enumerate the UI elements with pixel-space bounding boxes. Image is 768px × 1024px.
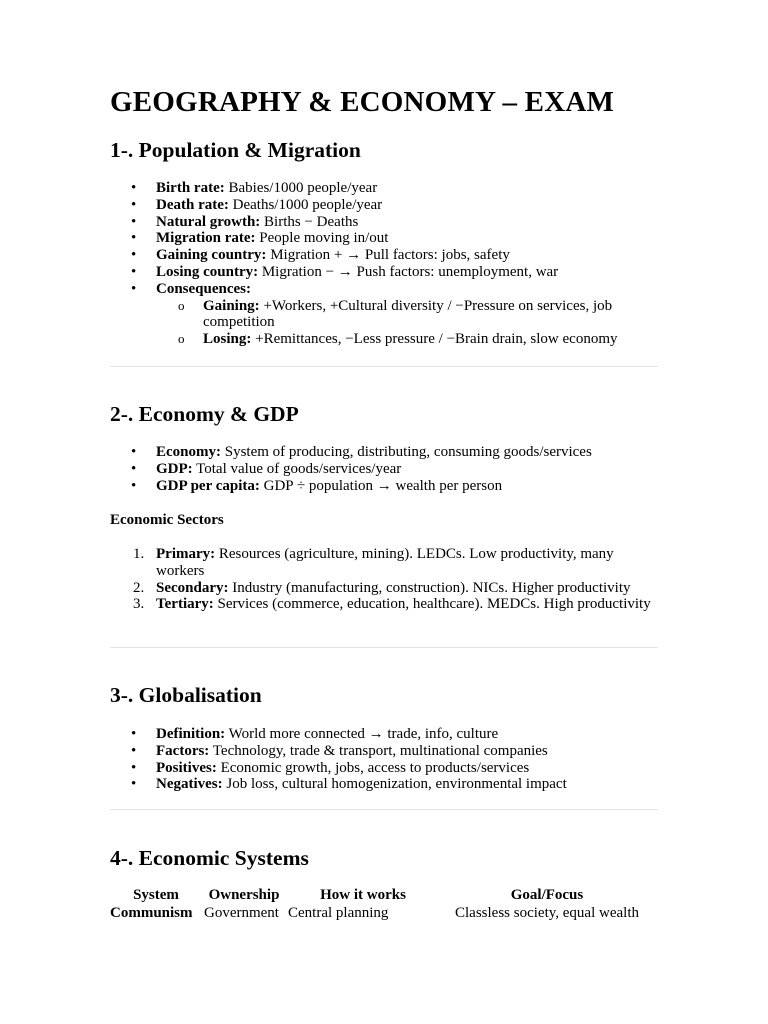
- term: Negatives:: [156, 776, 223, 793]
- population-list: [110, 180, 658, 348]
- term: Primary:: [156, 546, 216, 562]
- section-heading-economic-systems: 4-. Economic Systems: [110, 846, 309, 870]
- list-item: [110, 230, 658, 247]
- globalisation-list: [110, 726, 658, 793]
- list-item: [110, 247, 658, 264]
- term: Positives:: [156, 759, 217, 776]
- page-title: GEOGRAPHY & ECONOMY – EXAM: [110, 86, 615, 118]
- economic-systems-table: [110, 886, 654, 922]
- item-number: 3.: [133, 596, 145, 613]
- definition: Migration − → Push factors: unemployment, war: [258, 263, 559, 280]
- column-header: How it works: [320, 887, 406, 903]
- table-row: [110, 904, 654, 922]
- section-heading-economy: 2-. Economy & GDP: [110, 402, 299, 426]
- term: Consequences:: [156, 280, 252, 297]
- economy-list: [110, 444, 658, 494]
- term: Economy:: [156, 444, 221, 460]
- term: Losing:: [203, 331, 252, 348]
- definition: Job loss, cultural homogenization, environmental impact: [222, 776, 567, 793]
- list-item: [110, 478, 658, 495]
- column-header: Goal/Focus: [510, 887, 584, 903]
- section-heading-population: 1-. Population & Migration: [110, 138, 361, 162]
- term: Migration rate:: [156, 230, 256, 247]
- definition: Migration + → Pull factors: jobs, safety: [266, 247, 510, 264]
- term: Factors:: [156, 742, 210, 759]
- term: GDP per capita:: [156, 477, 260, 494]
- definition: System of producing, distributing, consuming goods/services: [221, 444, 592, 460]
- definition: Total value of goods/services/year: [192, 460, 402, 477]
- term: Gaining:: [203, 297, 260, 314]
- term: Definition:: [156, 726, 226, 742]
- term: Tertiary:: [156, 596, 214, 613]
- term: Losing country:: [156, 263, 259, 280]
- section-divider: [110, 366, 658, 367]
- definition: +Workers, +Cultural diversity / −Pressure on services, job competition: [203, 297, 613, 331]
- list-item: [110, 214, 658, 231]
- term: Secondary:: [156, 579, 229, 596]
- table-cell: Classless society, equal wealth: [455, 905, 639, 921]
- definition: +Remittances, −Less pressure / −Brain drain, slow economy: [251, 331, 618, 348]
- list-item: [110, 281, 658, 348]
- definition: Deaths/1000 people/year: [228, 196, 383, 213]
- definition: Services (commerce, education, healthcare). MEDCs. High productivity: [213, 596, 651, 613]
- definition: Resources (agriculture, mining). LEDCs. Low productivity, many workers: [156, 546, 614, 579]
- definition: Babies/1000 people/year: [224, 180, 378, 196]
- section-divider: [110, 647, 658, 648]
- ordered-list-item: [110, 596, 658, 613]
- term: GDP:: [156, 460, 193, 477]
- definition: People moving in/out: [255, 230, 389, 247]
- list-item: [110, 726, 658, 743]
- term: Gaining country:: [156, 247, 267, 264]
- consequences-sublist: [156, 298, 658, 348]
- ordered-list-item: [110, 546, 658, 580]
- definition: Industry (manufacturing, construction). NICs. Higher productivity: [228, 579, 631, 596]
- section-divider: [110, 809, 658, 810]
- term: Birth rate:: [156, 180, 225, 196]
- table-cell: Communism: [110, 905, 193, 921]
- item-number: 1.: [133, 546, 145, 562]
- list-item: [110, 444, 658, 461]
- sectors-list: [110, 546, 658, 613]
- list-item: [110, 743, 658, 760]
- section-heading-globalisation: 3-. Globalisation: [110, 683, 262, 707]
- list-item: [110, 760, 658, 777]
- list-item: [110, 180, 658, 197]
- ordered-list-item: [110, 580, 658, 597]
- term: Natural growth:: [156, 213, 261, 230]
- definition: Technology, trade & transport, multinational companies: [209, 742, 548, 759]
- definition: GDP ÷ population → wealth per person: [259, 477, 503, 494]
- term: Death rate:: [156, 196, 229, 213]
- sub-list-item: [156, 298, 658, 332]
- table-cell: Central planning: [288, 905, 389, 921]
- column-header: System: [133, 887, 179, 903]
- item-number: 2.: [133, 579, 145, 596]
- sub-list-item: [156, 331, 658, 348]
- list-item: [110, 461, 658, 478]
- column-header: Ownership: [208, 887, 280, 903]
- definition: World more connected → trade, info, culture: [225, 726, 499, 742]
- definition: Economic growth, jobs, access to products/services: [216, 759, 530, 776]
- list-item: [110, 197, 658, 214]
- list-item: [110, 264, 658, 281]
- table-header-row: [110, 886, 654, 904]
- subheading-economic-sectors: Economic Sectors: [110, 512, 224, 528]
- table-cell: Government: [204, 905, 279, 921]
- definition: Births − Deaths: [260, 213, 359, 230]
- list-item: [110, 776, 658, 793]
